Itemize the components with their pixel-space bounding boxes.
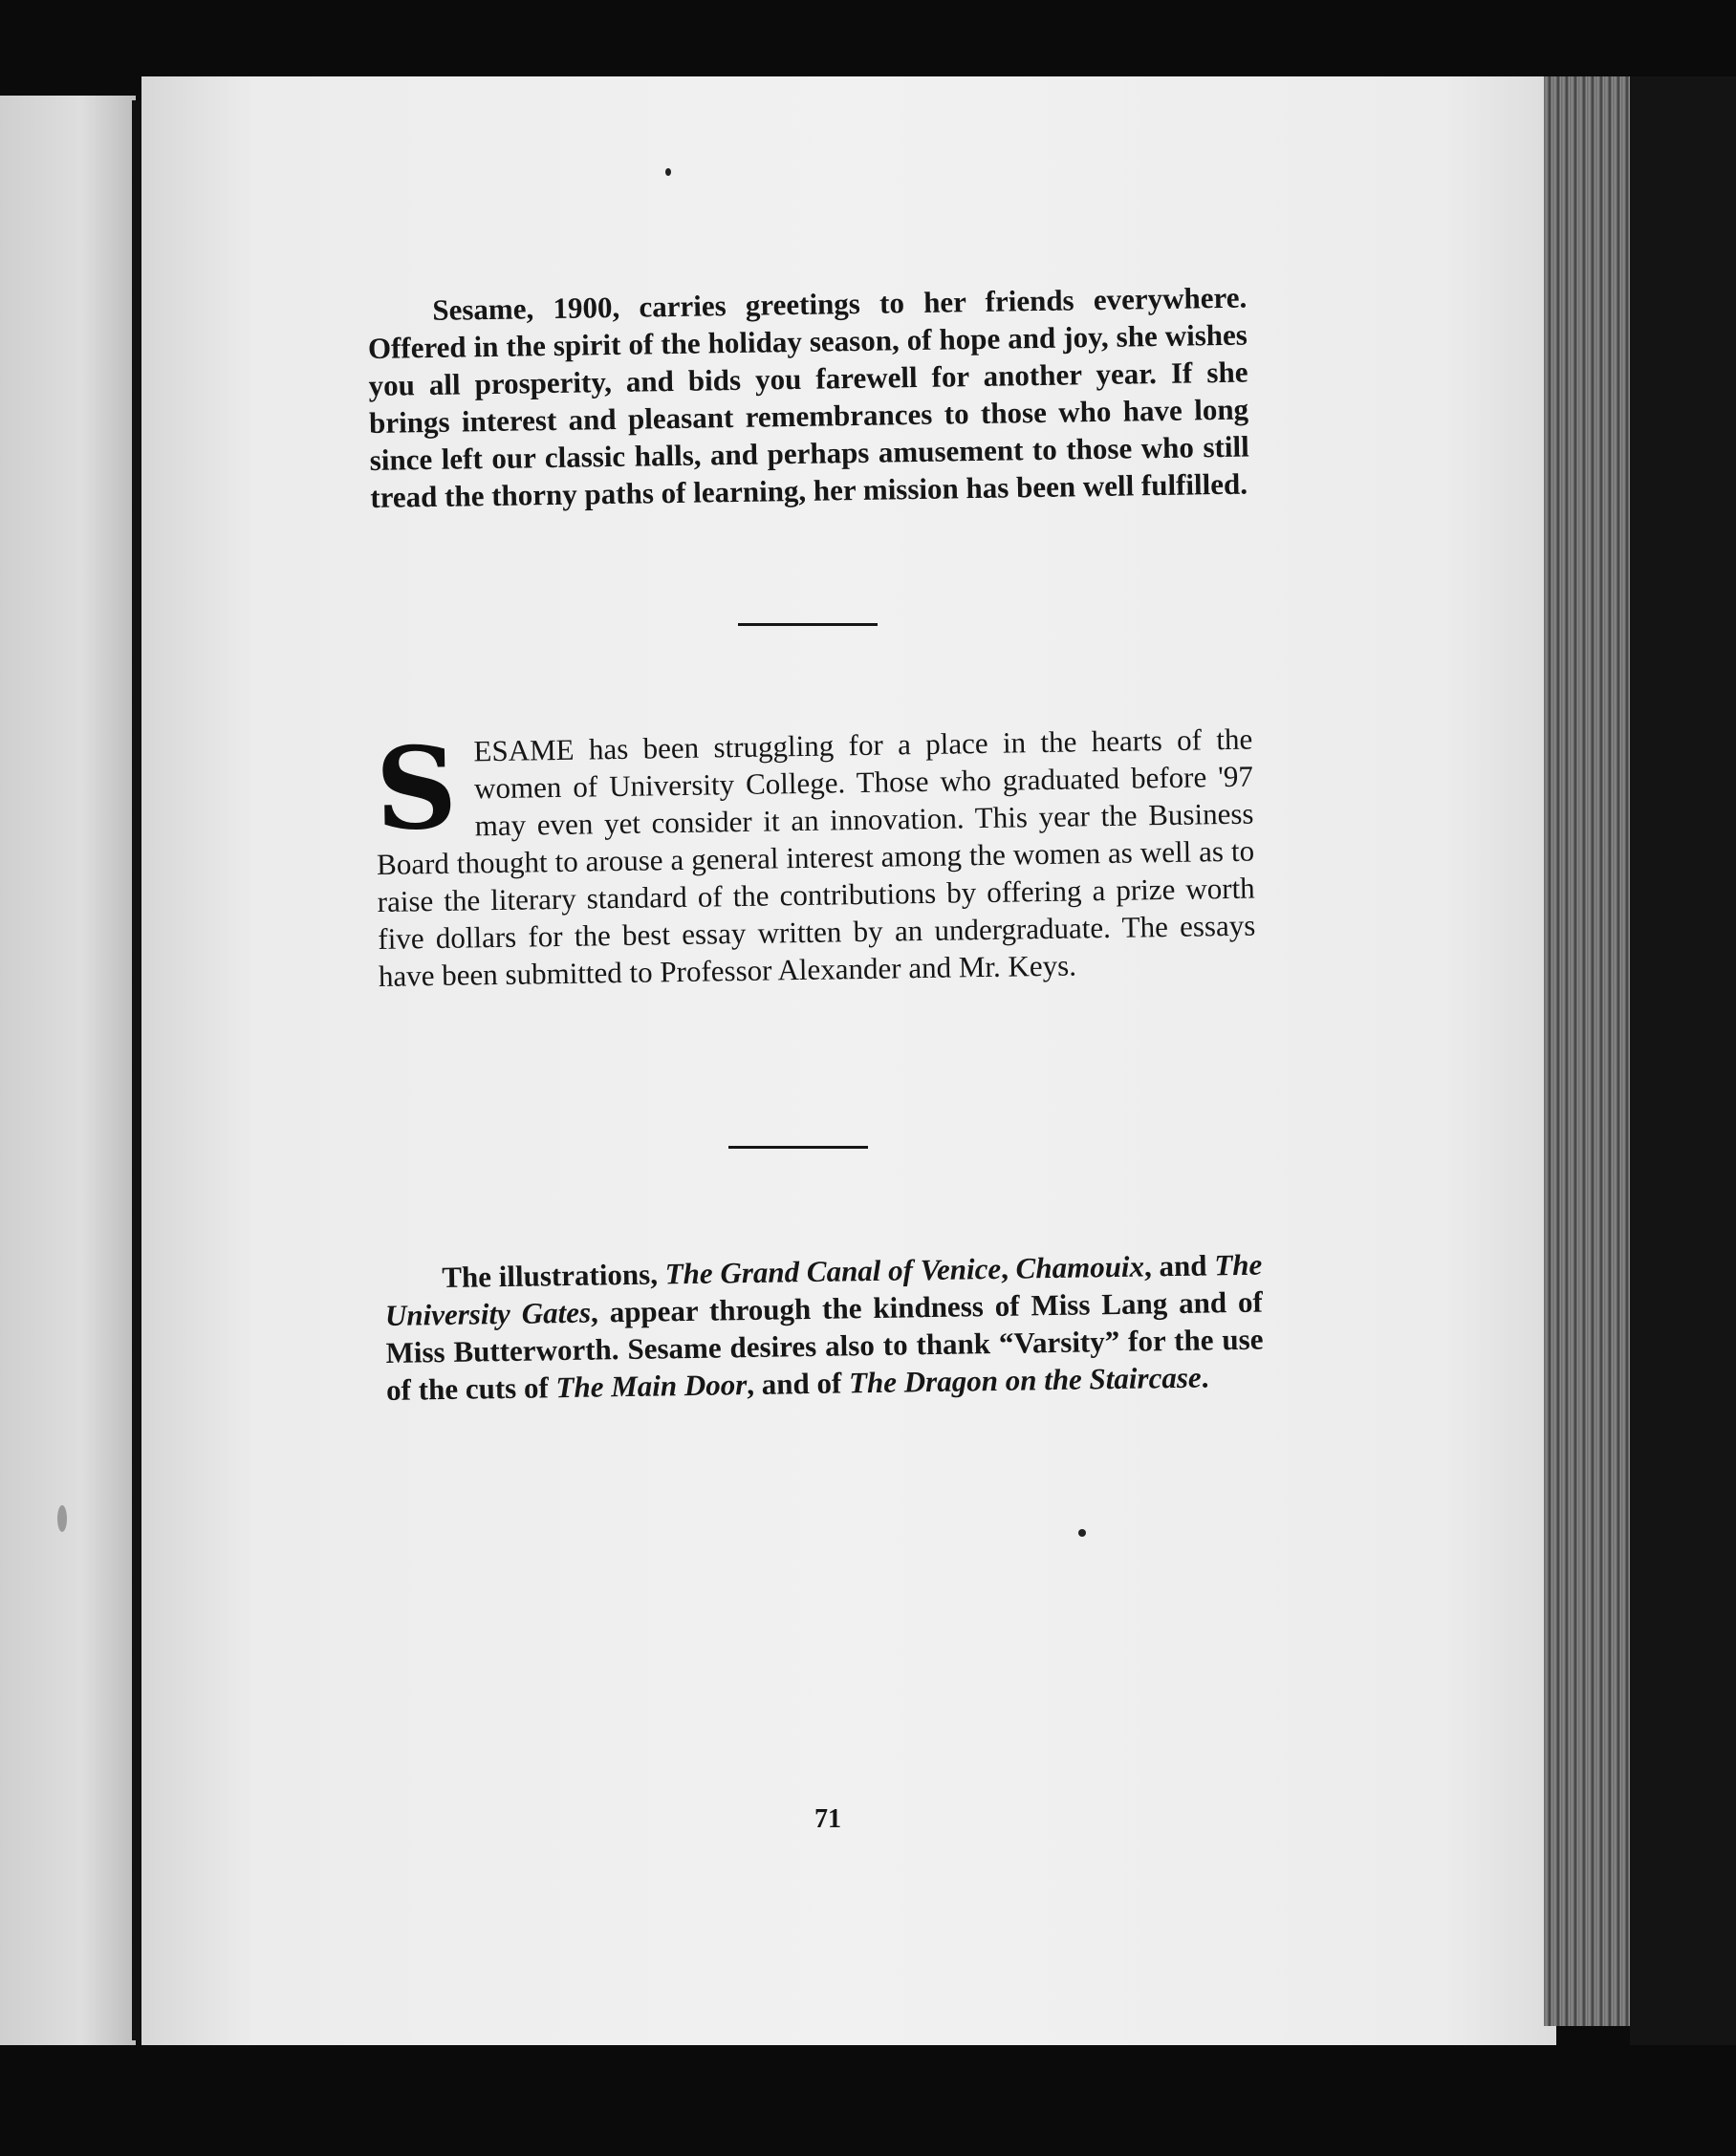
scan-speck	[665, 168, 671, 176]
illustrations-acknowledgement-paragraph	[384, 1246, 1264, 1409]
left-page-edge	[0, 96, 136, 2045]
illustration-title: The Dragon on the Staircase	[848, 1360, 1202, 1400]
ack-text: ,	[1000, 1251, 1016, 1285]
illustration-title: The Main Door	[555, 1368, 748, 1405]
book-cover-edge	[1630, 76, 1736, 2045]
page-number: 71	[814, 1804, 841, 1834]
ack-text: The illustrations,	[442, 1257, 665, 1295]
essay-prize-paragraph	[375, 721, 1256, 995]
closing-greeting-paragraph: Sesame, 1900, carries greetings to her friends everywhere. Offered in the spirit of the holiday season, of hope and joy, she wishes you all prosperity, and bids you farewell for another year. If she brings interest and pleasant remembrances to those who have long since left our classic halls, and perhaps amusement to those who still tread the thorny paths of learning, her mission has been well fulfilled.	[367, 280, 1249, 514]
illustration-title: The University Gates	[384, 1247, 1263, 1332]
ack-text: .	[1201, 1360, 1209, 1394]
ack-text: , and	[1143, 1248, 1215, 1283]
ack-text: , appear through the kindness of Miss Lang and of Miss Butterworth. Sesame desires also to thank “Varsity” for the use of the cuts of	[385, 1284, 1264, 1407]
section-divider	[728, 1146, 868, 1149]
illustration-title: The Grand Canal of Venice	[664, 1251, 1002, 1291]
scan-speck	[1078, 1529, 1086, 1537]
illustration-title: Chamouix	[1015, 1249, 1145, 1285]
scan-speck	[57, 1505, 67, 1532]
essay-prize-text: ESAME has been struggling for a place in the hearts of the women of University College. Those who graduated before '97 may even yet consider it an innovation. This year the Business Board thought to arouse a general interest among the women as well as to raise the literary standard of the contributions by offering a prize worth five dollars for the best essay written by an undergraduate. The essays have been submitted to Professor Alexander and Mr. Keys.	[376, 722, 1256, 993]
book-gutter	[132, 100, 141, 2040]
section-divider	[738, 623, 878, 626]
drop-cap: S	[374, 721, 459, 855]
page-edges	[1544, 76, 1630, 2026]
ack-text: , and of	[746, 1366, 850, 1402]
